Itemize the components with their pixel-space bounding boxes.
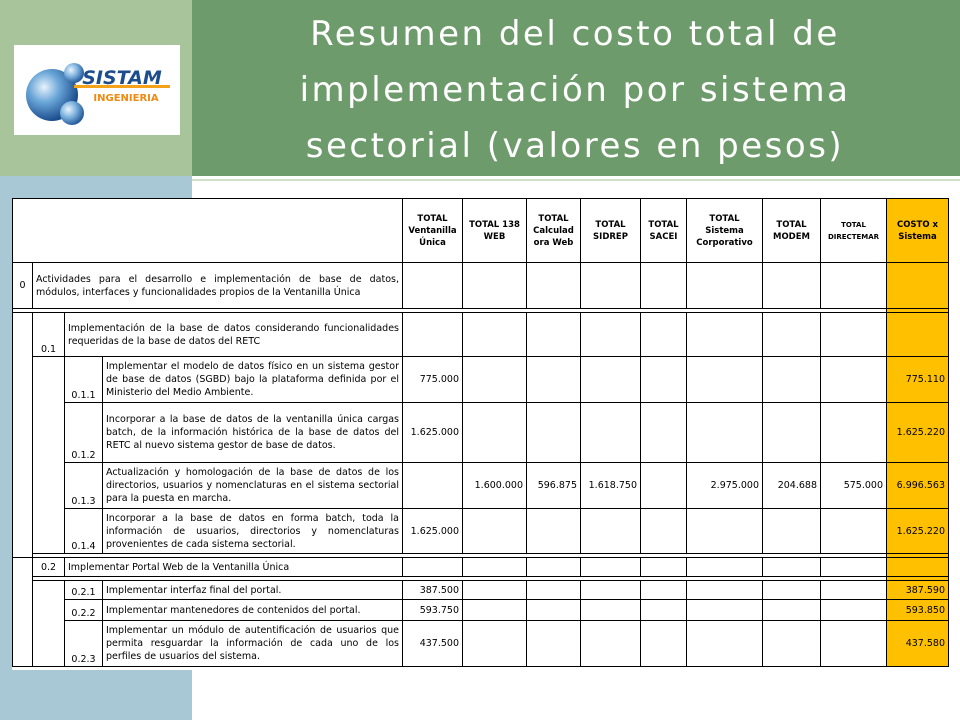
value-costo: 1.625.220 [887, 509, 949, 554]
header-divider-shadow [192, 179, 960, 181]
row-code: 0.2.1 [65, 581, 103, 600]
header-sacei: TOTAL SACEI [641, 199, 687, 263]
value-ventanilla: 1.625.000 [403, 403, 463, 463]
value-ventanilla: 387.500 [403, 581, 463, 600]
sistam-logo-icon [14, 45, 180, 135]
table-row [13, 463, 949, 509]
header-modem: TOTAL MODEM [763, 199, 821, 263]
table-row [13, 313, 949, 357]
svg-text:SISTAM: SISTAM [82, 67, 162, 89]
table-row [13, 581, 949, 600]
row-code: 0.2.2 [65, 600, 103, 621]
row-code: 0.1.3 [65, 463, 103, 509]
header-ventanilla: TOTAL Ventanilla Única [403, 199, 463, 263]
header-directemar: TOTAL DIRECTEMAR [821, 199, 887, 263]
value-sidrep: 1.618.750 [581, 463, 641, 509]
row-description: Actividades para el desarrollo e implementación de base de datos, módulos, interfaces y funcionalidades propios de la Ventanilla Única [33, 263, 403, 309]
row-code: 0 [13, 263, 33, 309]
value-138-web: 1.600.000 [463, 463, 527, 509]
row-description: Incorporar a la base de datos de la ventanilla única cargas batch, de la información histórica de la base de datos del RETC al nuevo sistema gestor de base de datos. [103, 403, 403, 463]
value-costo: 6.996.563 [887, 463, 949, 509]
value-corporativo: 2.975.000 [687, 463, 763, 509]
header-corporativo: TOTAL Sistema Corporativo [687, 199, 763, 263]
table-row [13, 600, 949, 621]
header-empty-cell [13, 199, 403, 263]
row-description: Implementar un módulo de autentificación de usuarios que permita resguardar la información de cada uno de los perfiles de usuarios del sistema. [103, 621, 403, 667]
cost-table-container [12, 198, 948, 670]
value-ventanilla: 437.500 [403, 621, 463, 667]
company-logo [14, 45, 180, 135]
cost-summary-table [12, 198, 949, 667]
table-header-row [13, 199, 949, 263]
value-ventanilla: 775.000 [403, 357, 463, 403]
table-row [13, 558, 949, 577]
header-costo-sistema: COSTO x Sistema [887, 199, 949, 263]
row-description: Implementar Portal Web de la Ventanilla Única [65, 558, 403, 577]
row-description: Implementación de la base de datos considerando funcionalidades requeridas de la base de datos del RETC [65, 313, 403, 357]
value-costo: 775.110 [887, 357, 949, 403]
value-costo: 437.580 [887, 621, 949, 667]
row-code: 0.1 [33, 313, 65, 357]
row-code: 0.2.3 [65, 621, 103, 667]
row-description: Implementar interfaz final del portal. [103, 581, 403, 600]
value-ventanilla: 1.625.000 [403, 509, 463, 554]
row-code: 0.2 [33, 558, 65, 577]
value-directemar: 575.000 [821, 463, 887, 509]
header-sidrep: TOTAL SIDREP [581, 199, 641, 263]
row-description: Implementar mantenedores de contenidos del portal. [103, 600, 403, 621]
value-ventanilla: 593.750 [403, 600, 463, 621]
table-row [13, 357, 949, 403]
table-row [13, 621, 949, 667]
row-description: Actualización y homologación de la base de datos de los directorios, usuarios y nomenclaturas en el sistema sectorial para la puesta en marcha. [103, 463, 403, 509]
table-row [13, 403, 949, 463]
svg-text:INGENIERIA: INGENIERIA [93, 93, 159, 104]
slide-title: Resumen del costo total de implementación por sistema sectorial (valores en pesos) [299, 14, 851, 166]
header-calculadora: TOTAL Calculad ora Web [527, 199, 581, 263]
value-costo: 593.850 [887, 600, 949, 621]
value-calculadora: 596.875 [527, 463, 581, 509]
table-row [13, 509, 949, 554]
value-costo: 387.590 [887, 581, 949, 600]
row-description: Implementar el modelo de datos físico en un sistema gestor de base de datos (SGBD) bajo la plataforma definida por el Ministerio del Medio Ambiente. [103, 357, 403, 403]
row-code: 0.1.1 [65, 357, 103, 403]
value-costo: 1.625.220 [887, 403, 949, 463]
row-code: 0.1.2 [65, 403, 103, 463]
row-description: Incorporar a la base de datos en forma batch, toda la información de usuarios, directorios y nomenclaturas provenientes de cada sistema sectorial. [103, 509, 403, 554]
value-modem: 204.688 [763, 463, 821, 509]
row-code: 0.1.4 [65, 509, 103, 554]
table-row [13, 263, 949, 309]
header-138-web: TOTAL 138 WEB [463, 199, 527, 263]
